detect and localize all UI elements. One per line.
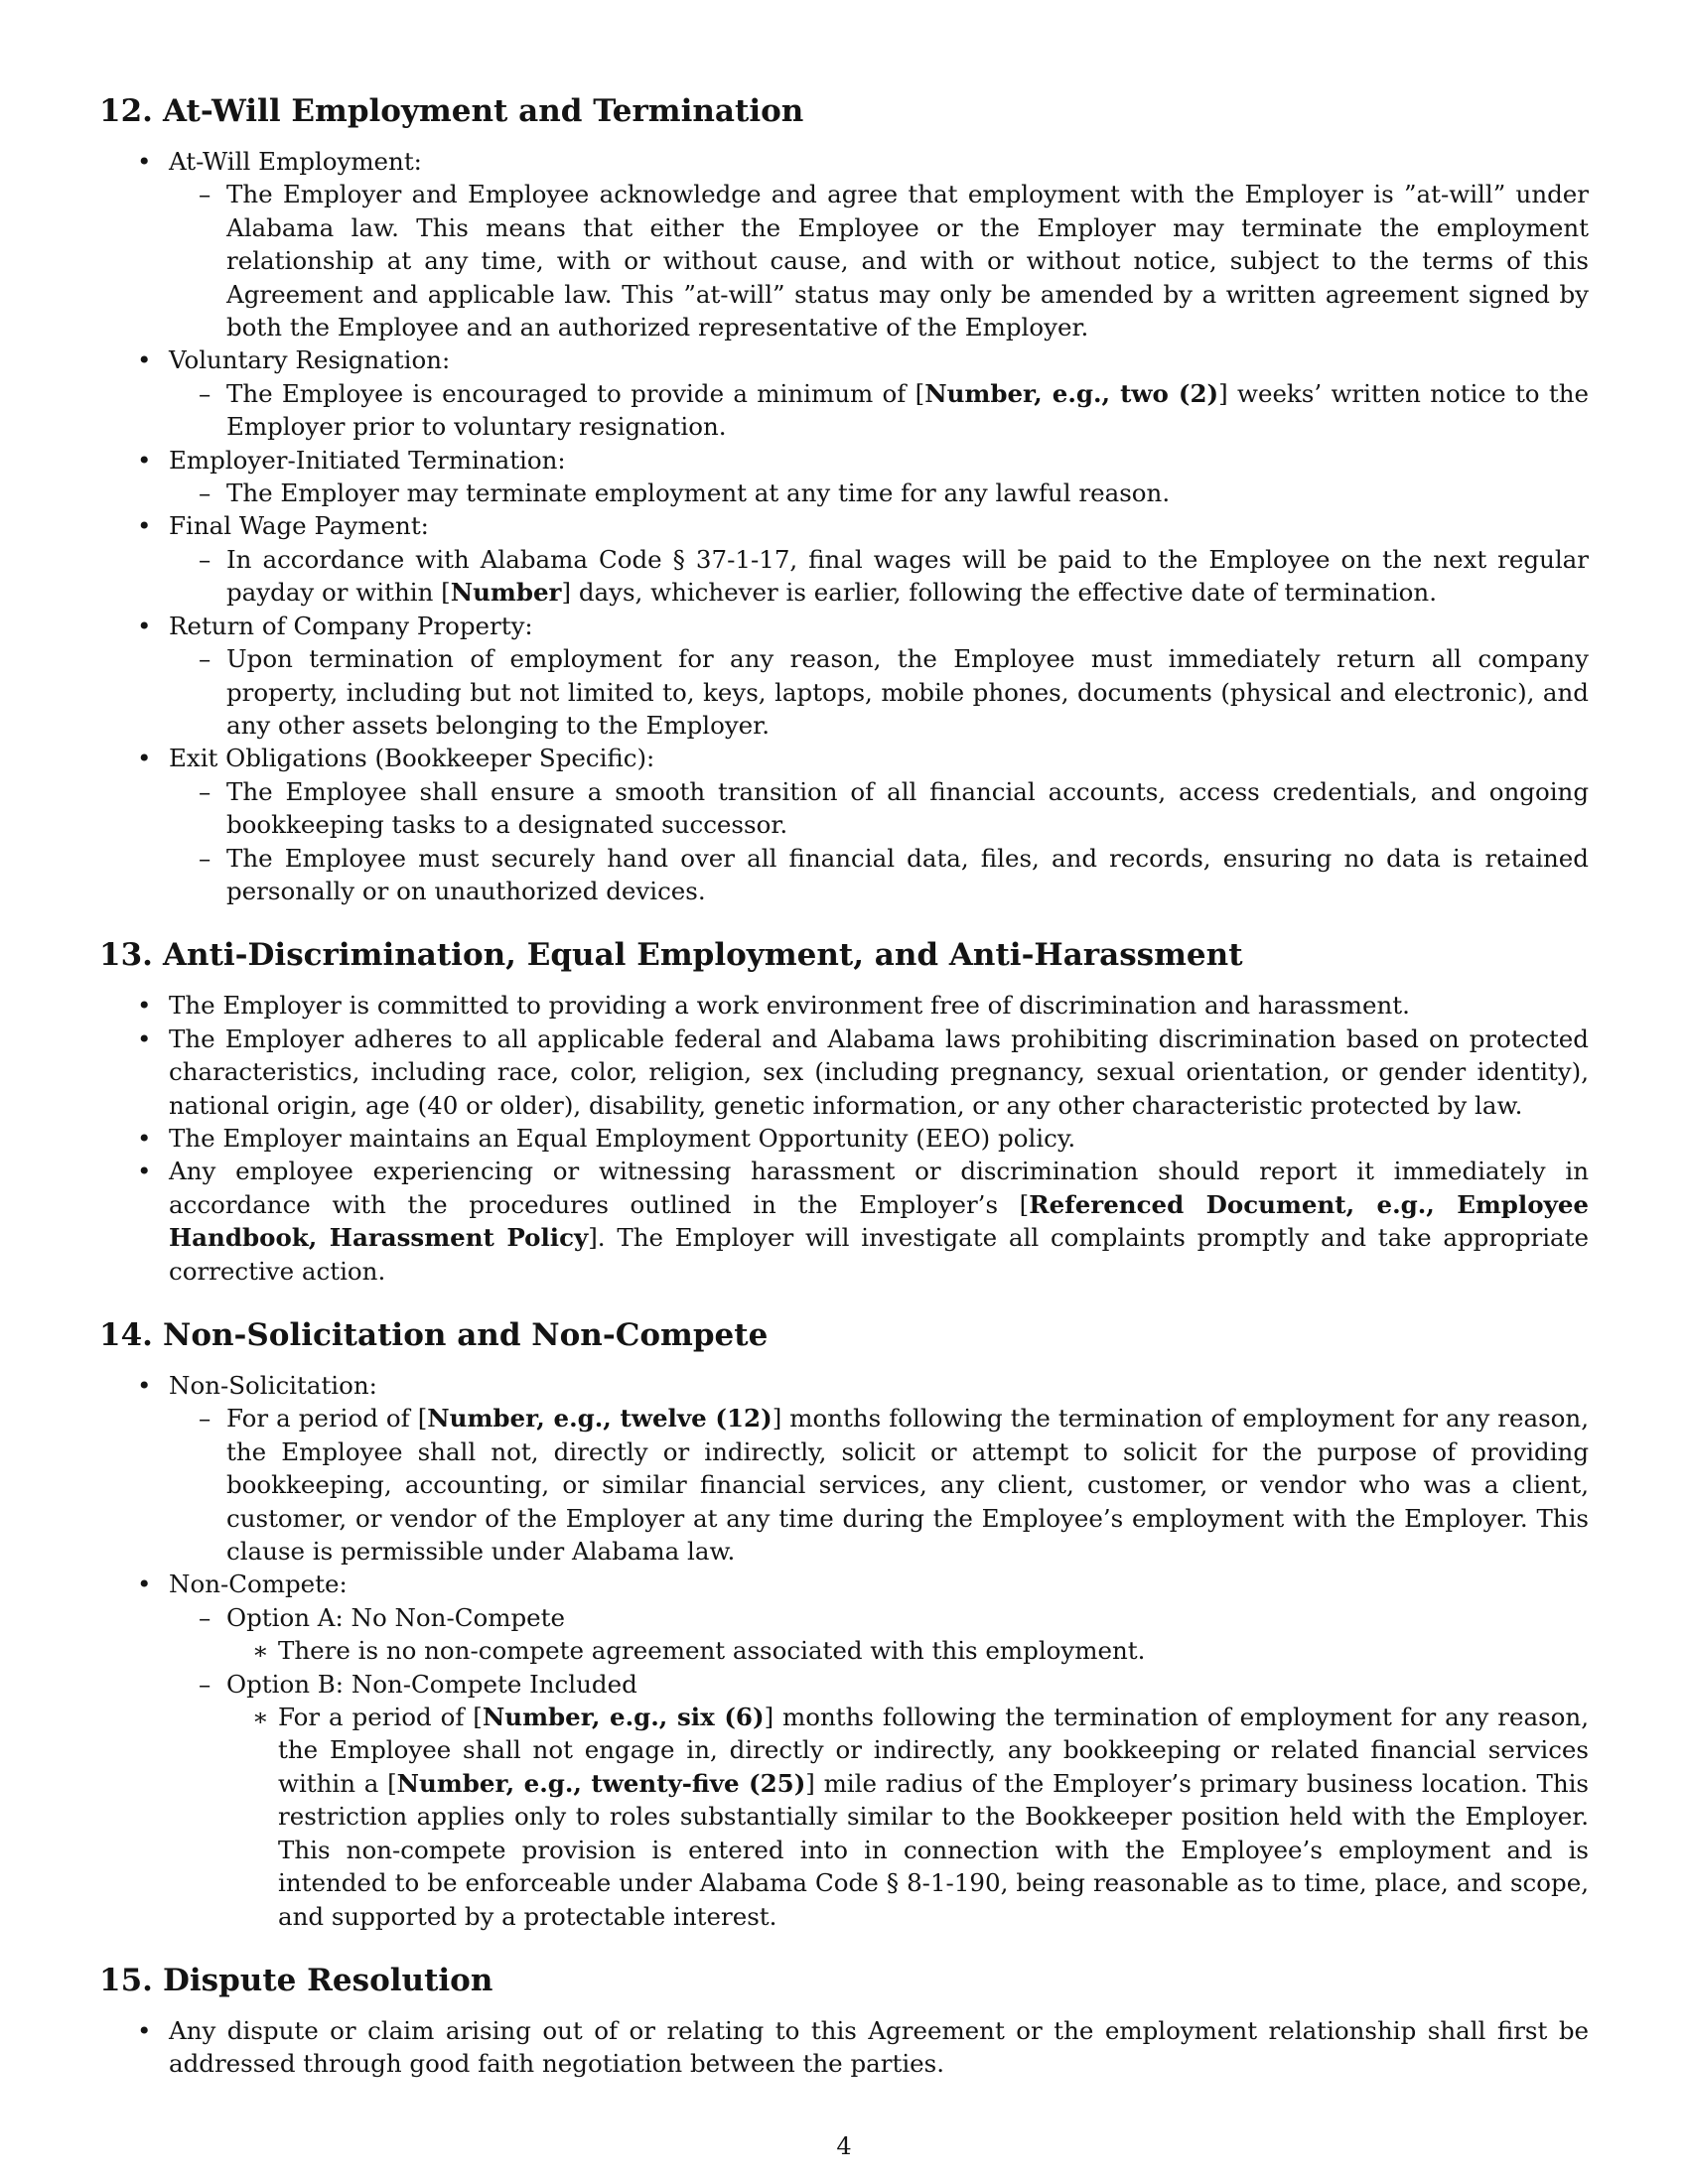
section-12-list — [99, 145, 1589, 907]
section-13 — [99, 935, 1589, 1288]
list-item-final-wage — [99, 509, 1589, 609]
placeholder-field: Number, e.g., twenty-five (25) — [396, 1768, 806, 1798]
sub-item — [169, 842, 1589, 908]
text-fragment: ] months following the termination of employment for any reason, the Employee shall not engage in, directly or indirectly, any bookkeeping or related financial services within a [ — [278, 1703, 1590, 1798]
list-item-non-compete — [99, 1568, 1589, 1932]
section-title: Anti-Discrimination, Equal Employment, and Anti-Harassment — [163, 937, 1243, 974]
item-label: Final Wage Payment: — [169, 511, 429, 541]
text-fragment: For a period of [ — [278, 1703, 483, 1732]
sub-item-option-a — [169, 1601, 1589, 1668]
sub-list — [169, 543, 1589, 610]
section-number: 12. — [99, 93, 153, 129]
section-15-heading — [99, 1961, 1589, 2000]
sub-list — [169, 775, 1589, 908]
item-label: Non-Compete: — [169, 1570, 348, 1599]
list-item — [99, 1155, 1589, 1288]
item-label: Return of Company Property: — [169, 611, 533, 640]
option-label: Option B: Non-Compete Included — [226, 1669, 637, 1699]
placeholder-field: Referenced Document, e.g., Employee Handbook, Harassment Policy — [169, 1189, 1589, 1253]
item-label: Voluntary Resignation: — [169, 345, 451, 375]
list-item-at-will — [99, 145, 1589, 343]
list-item — [99, 1023, 1589, 1122]
list-item-non-solicitation — [99, 1369, 1589, 1568]
list-item-voluntary-resignation — [99, 343, 1589, 443]
list-item — [99, 989, 1589, 1022]
item-text: The Employer maintains an Equal Employment Opportunity (EEO) policy. — [169, 1123, 1076, 1153]
sub-item — [169, 377, 1589, 444]
sub-item-text: The Employee shall ensure a smooth transition of all financial accounts, access credentials, and ongoing bookkeeping tasks to a designated successor. — [226, 776, 1589, 840]
sub-item — [169, 178, 1589, 343]
placeholder-field: Number, e.g., two (2) — [924, 378, 1219, 408]
sub-list — [169, 1402, 1589, 1568]
section-12-heading — [99, 91, 1589, 131]
item-text: The Employer adheres to all applicable federal and Alabama laws prohibiting discrimination based on protected characteristics, including race, color, religion, sex (including pregnancy, sexual orientation, or gender identity), national origin, age (40 or older), disability, genetic information, or any other characteristic protected by law. — [169, 1024, 1589, 1120]
text-fragment: ] mile radius of the Employer’s primary business location. This restriction applies only to roles substantially similar to the Bookkeeper position held with the Employer. This non-compete provision is entered into in connection with the Employee’s employment and is intended to be enforceable under Alabama Code § 8-1-190, being reasonable as to time, place, and scope, and supported by a protectable interest. — [278, 1768, 1590, 1931]
placeholder-field: Number — [450, 578, 562, 608]
sub-item — [169, 775, 1589, 842]
sub-item-text: The Employer and Employee acknowledge and agree that employment with the Employer is ”at-will” under Alabama law. This means that either the Employee or the Employer may terminate the employment relationship at any time, with or without cause, and with or without notice, subject to the terms of this Agreement and applicable law. This ”at-will” status may only be amended by a written agreement signed by both the Employee and an authorized representative of the Employer. — [226, 180, 1589, 342]
section-15-list — [99, 2014, 1589, 2081]
section-13-list — [99, 989, 1589, 1288]
section-title: Dispute Resolution — [163, 1962, 493, 1998]
sub-item — [169, 477, 1589, 509]
sub-list — [169, 642, 1589, 742]
sub-list — [169, 377, 1589, 444]
text-fragment: ] months following the termination of employment for any reason, the Employee shall not, directly or indirectly, solicit or attempt to solicit for the purpose of providing bookkeeping, accounting, or similar financial services, any client, customer, or vendor who was a client, customer, or vendor of the Employer at any time during the Employee’s employment with the Employer. This clause is permissible under Alabama law. — [226, 1404, 1589, 1567]
sub-item-text: The Employer may terminate employment at any time for any lawful reason. — [226, 478, 1171, 508]
section-13-heading — [99, 935, 1589, 975]
item-label: Exit Obligations (Bookkeeper Specific): — [169, 744, 655, 773]
sub-sub-item — [226, 1634, 1589, 1667]
section-14-heading — [99, 1315, 1589, 1355]
text-fragment: For a period of [ — [226, 1404, 428, 1433]
sub-item — [169, 642, 1589, 742]
text-fragment: In accordance with Alabama Code § 37-1-17, final wages will be paid to the Employee on the next regular payday or within [ — [226, 544, 1589, 608]
sub-item-text: The Employee must securely hand over all financial data, files, and records, ensuring no data is retained personally or on unauthorized devices. — [226, 843, 1589, 905]
sub-item-option-b — [169, 1668, 1589, 1933]
sub-list — [169, 178, 1589, 343]
section-12 — [99, 91, 1589, 907]
text-fragment: The Employee is encouraged to provide a minimum of [ — [226, 378, 925, 408]
item-label: At-Will Employment: — [169, 147, 422, 176]
page-number: 4 — [836, 2132, 852, 2160]
text-fragment: ] days, whichever is earlier, following the effective date of termination. — [561, 578, 1437, 608]
placeholder-field: Number, e.g., twelve (12) — [427, 1404, 773, 1433]
sub-sub-item-text: There is no non-compete agreement associated with this employment. — [278, 1636, 1146, 1666]
list-item-exit-obligations — [99, 742, 1589, 907]
section-number: 15. — [99, 1962, 153, 1998]
sub-sub-list — [226, 1634, 1589, 1667]
text-fragment: ] weeks’ written notice to the Employer prior to voluntary resignation. — [226, 378, 1589, 442]
sub-item-text: Upon termination of employment for any reason, the Employee must immediately return all company property, including but not limited to, keys, laptops, mobile phones, documents (physical and electronic), and any other assets belonging to the Employer. — [226, 644, 1589, 740]
list-item — [99, 1122, 1589, 1155]
section-number: 13. — [99, 937, 153, 974]
section-14 — [99, 1315, 1589, 1933]
option-label: Option A: No Non-Compete — [226, 1602, 565, 1632]
list-item-company-property — [99, 610, 1589, 743]
section-15 — [99, 1961, 1589, 2081]
list-item — [99, 2014, 1589, 2081]
placeholder-field: Number, e.g., six (6) — [482, 1703, 765, 1732]
sub-sub-item — [226, 1701, 1589, 1933]
list-item-employer-termination — [99, 444, 1589, 510]
sub-list — [169, 1601, 1589, 1933]
document-page — [99, 91, 1589, 2109]
item-text: Any dispute or claim arising out of or relating to this Agreement or the employment relationship shall first be addressed through good faith negotiation between the parties. — [169, 2015, 1589, 2079]
sub-sub-list — [226, 1701, 1589, 1933]
item-label: Non-Solicitation: — [169, 1371, 377, 1400]
section-14-list — [99, 1369, 1589, 1933]
sub-item — [169, 543, 1589, 610]
item-label: Employer-Initiated Termination: — [169, 445, 566, 475]
section-number: 14. — [99, 1317, 153, 1353]
section-title: Non-Solicitation and Non-Compete — [163, 1317, 769, 1353]
sub-list — [169, 477, 1589, 509]
text-fragment: Any employee experiencing or witnessing harassment or discrimination should report it immediately in accordance with the procedures outlined in the Employer’s [ — [169, 1157, 1589, 1219]
item-text: The Employer is committed to providing a work environment free of discrimination and harassment. — [169, 991, 1410, 1021]
sub-item — [169, 1402, 1589, 1568]
section-title: At-Will Employment and Termination — [163, 93, 804, 129]
text-fragment: ]. The Employer will investigate all complaints promptly and take appropriate corrective action. — [169, 1223, 1589, 1286]
